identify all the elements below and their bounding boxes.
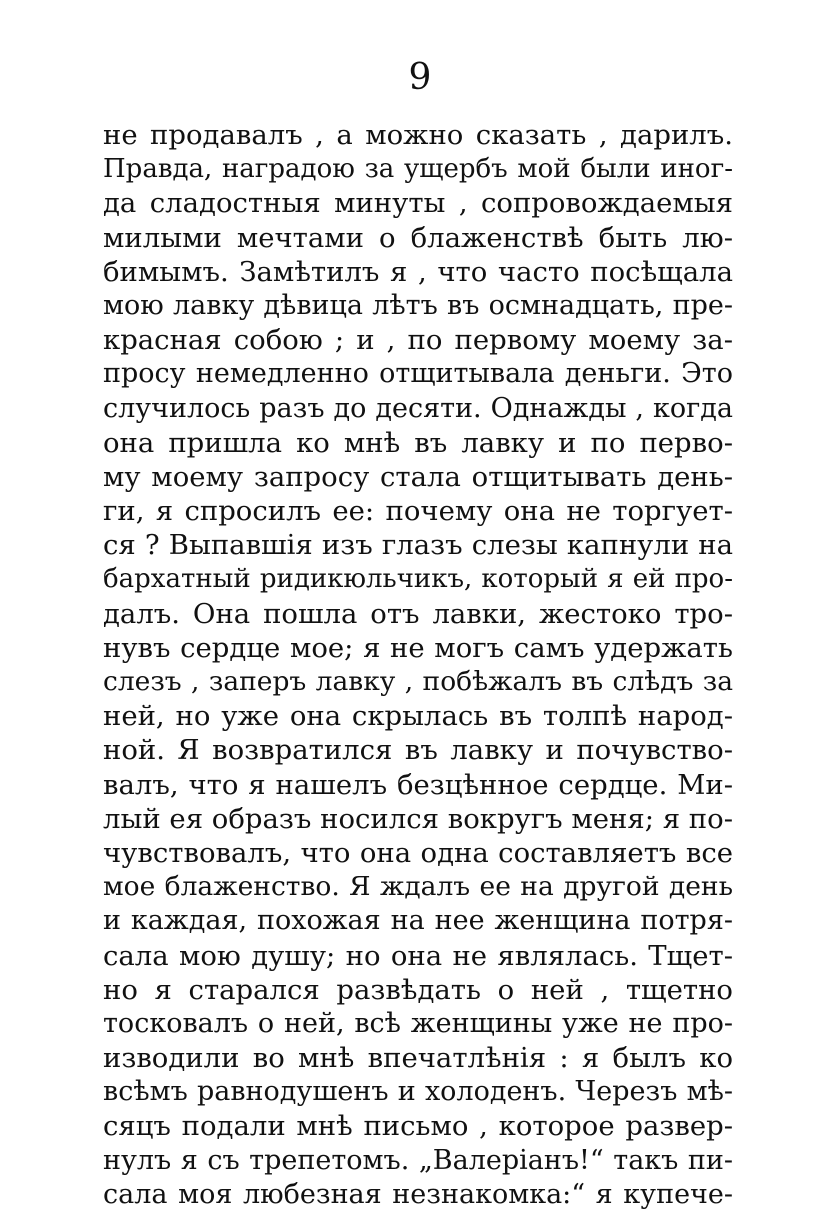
text-line: да сладостныя минуты , сопровождаемыя — [103, 187, 733, 220]
text-line: ней, но уже она скрылась въ толпѣ народ- — [103, 700, 733, 733]
text-line: Правда, наградою за ущербъ мой были иног- — [103, 154, 733, 185]
text-line: му моему запросу стала отщитывать день- — [103, 460, 733, 493]
text-line: просу немедленно отщитывала деньги. Это — [103, 358, 733, 390]
text-line: тосковалъ о ней, всѣ женщины уже не про- — [103, 1007, 733, 1039]
text-line: не продавалъ , а можно сказать , дарилъ. — [103, 119, 733, 151]
text-line: сала моя любезная незнакомка:“ я купече- — [103, 1178, 733, 1210]
body-text — [103, 118, 733, 1212]
text-line: чувствовалъ, что она одна составляетъ все — [103, 836, 733, 869]
text-line: далъ. Она пошла отъ лавки, жестоко тро- — [103, 597, 733, 630]
text-line: она пришла ко мнѣ въ лавку и по перво- — [103, 426, 733, 459]
text-line: сяцъ подали мнѣ письмо , которое развер- — [103, 1110, 733, 1143]
text-line: валъ, что я нашелъ безцѣнное сердце. Ми- — [103, 768, 733, 801]
text-line: и каждая, похожая на нее женщина потря- — [103, 905, 733, 937]
text-line: случилось разъ до десяти. Однажды , когда — [103, 392, 733, 424]
text-line: красная собою ; и , по первому моему за- — [103, 324, 733, 357]
text-line: милыми мечтами о блаженствѣ быть лю- — [103, 221, 733, 254]
text-line: ся ? Выпавшія изъ глазъ слезы капнули на — [103, 529, 733, 562]
text-line: лый ея образъ носился вокругъ меня; я по- — [103, 802, 733, 835]
text-line: сала мою душу; но она не являлась. Тщет- — [103, 939, 733, 972]
text-line: бархатный ридикюльчикъ, который я ей про- — [103, 564, 733, 595]
text-line: мое блаженство. Я ждалъ ее на другой день — [103, 871, 733, 903]
text-line: нулъ я съ трепетомъ. „Валеріанъ!“ такъ пи- — [103, 1144, 733, 1176]
text-line: слезъ , заперъ лавку , побѣжалъ въ слѣдъ за — [103, 666, 733, 697]
text-line: мою лавку дѣвица лѣтъ въ осмнадцать, пре- — [103, 289, 733, 321]
text-line: бимымъ. Замѣтилъ я , что часто посѣщала — [103, 255, 733, 288]
text-line: но я старался развѣдать о ней , тщетно — [103, 973, 733, 1006]
text-line: изводили во мнѣ впечатлѣнія : я былъ ко — [103, 1042, 733, 1075]
text-line: ги, я спросилъ ее: почему она не торгует- — [103, 495, 733, 528]
text-line: всѣмъ равнодушенъ и холоденъ. Черезъ мѣ- — [103, 1076, 733, 1108]
text-line: ной. Я возвратился въ лавку и почувство- — [103, 734, 733, 767]
page-number: 9 — [408, 57, 432, 98]
text-line: нувъ сердце мое; я не могъ самъ удержать — [103, 631, 733, 664]
